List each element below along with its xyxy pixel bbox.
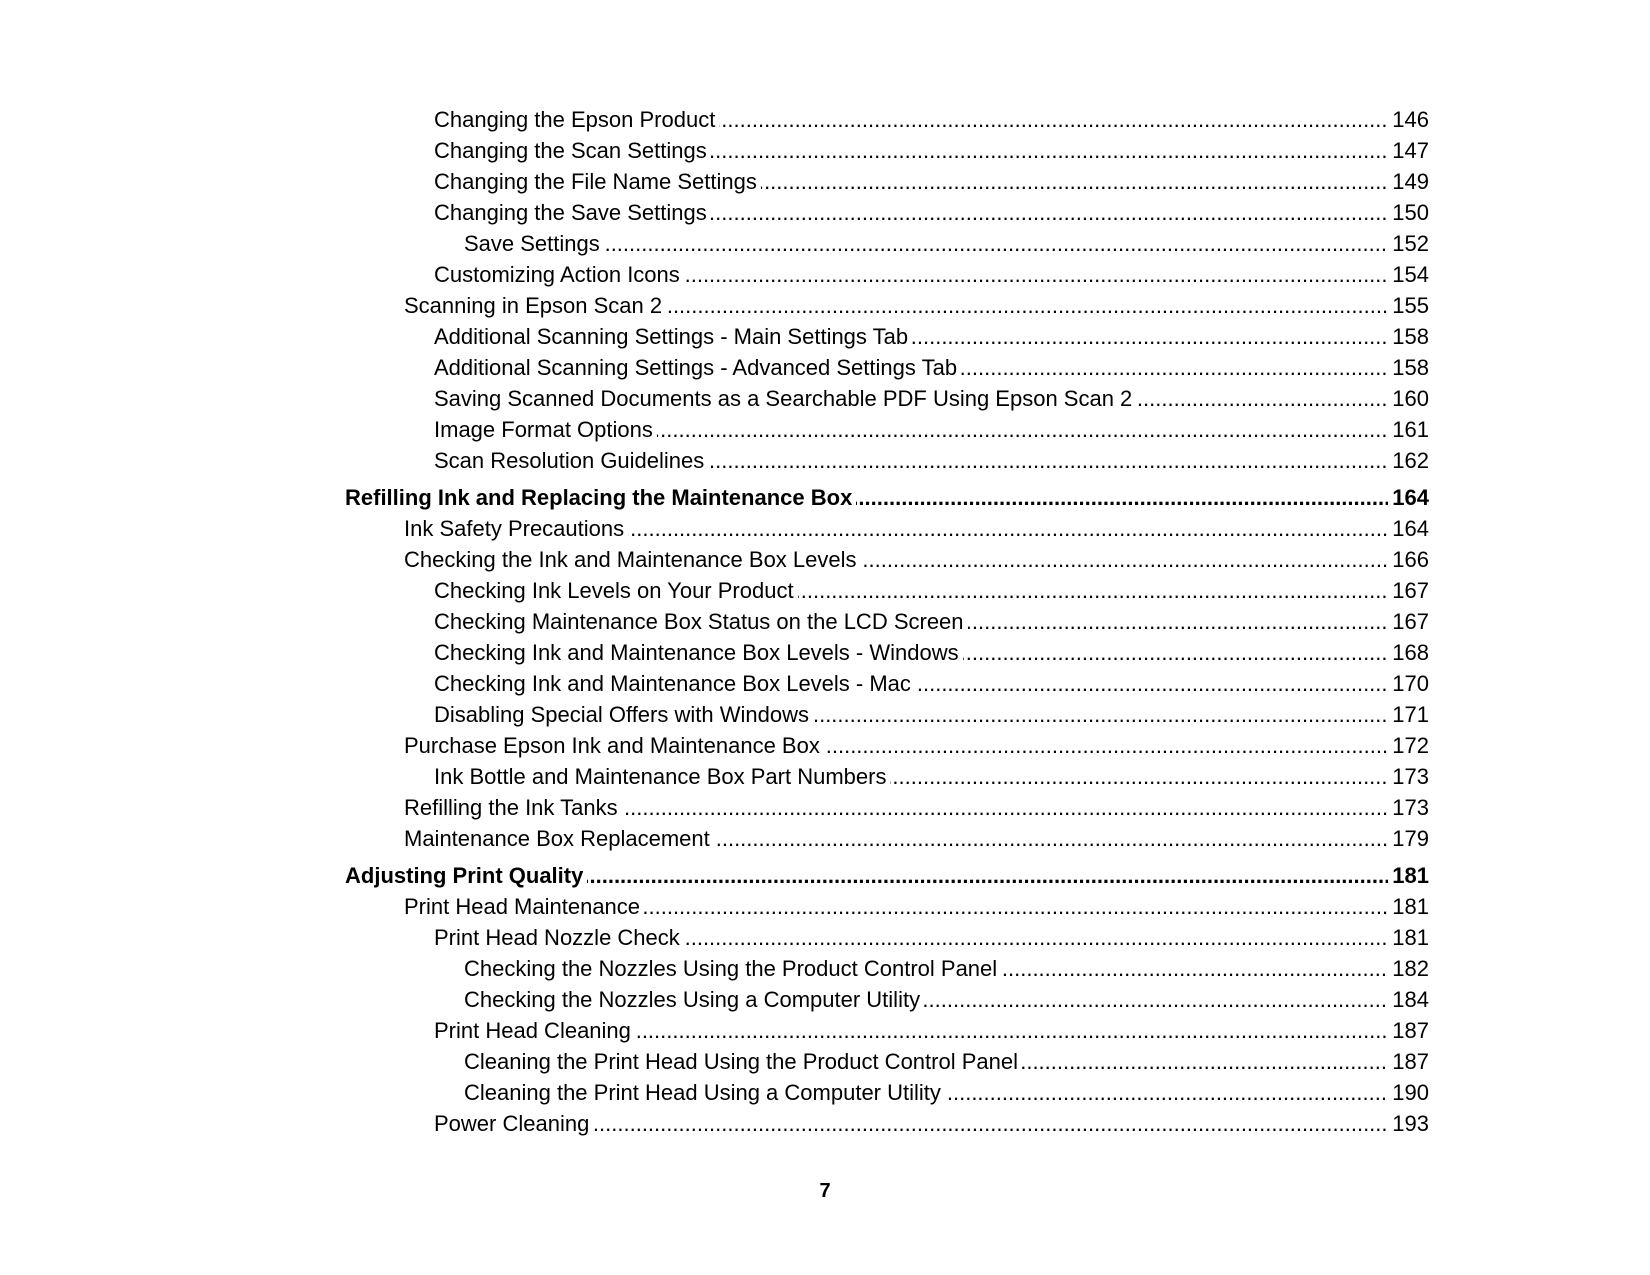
toc-entry[interactable] (0, 761, 1650, 792)
toc-entry-title: Additional Scanning Settings - Main Settings Tab (434, 321, 912, 352)
toc-entry[interactable] (0, 482, 1650, 513)
toc-entry-title: Ink Bottle and Maintenance Box Part Numbers (434, 761, 890, 792)
toc-entry-page: 193 (1392, 1111, 1429, 1136)
toc-entry-page: 184 (1392, 987, 1429, 1012)
toc-entry[interactable] (0, 228, 1650, 259)
toc-entry[interactable] (0, 352, 1650, 383)
toc-entry[interactable] (0, 135, 1650, 166)
toc-entry-page: 166 (1392, 547, 1429, 572)
toc-entry-title: Maintenance Box Replacement (404, 823, 714, 854)
toc-entry-page: 150 (1392, 200, 1429, 225)
toc-entry-title: Refilling Ink and Replacing the Maintenance Box (345, 482, 856, 513)
toc-entry-title: Changing the Epson Product (434, 104, 719, 135)
toc-entry-page: 190 (1392, 1080, 1429, 1105)
toc-entry-title: Scanning in Epson Scan 2 (404, 290, 666, 321)
toc-entry-page: 181 (1392, 863, 1429, 888)
toc-entry-title: Print Head Cleaning (434, 1015, 635, 1046)
toc-entry-page: 181 (1392, 925, 1429, 950)
toc-entry[interactable] (0, 1108, 1650, 1139)
toc-entry-page: 187 (1392, 1018, 1429, 1043)
toc-entry-page: 182 (1392, 956, 1429, 981)
toc-entry[interactable] (0, 730, 1650, 761)
toc-entry-page: 181 (1392, 894, 1429, 919)
toc-entry-page: 154 (1392, 262, 1429, 287)
toc-entry-title: Checking Ink and Maintenance Box Levels - Mac (434, 668, 915, 699)
toc-entry-page: 147 (1392, 138, 1429, 163)
toc-entry[interactable] (0, 699, 1650, 730)
toc-entry[interactable] (0, 259, 1650, 290)
toc-entry-title: Checking Ink Levels on Your Product (434, 575, 798, 606)
toc-entry-page: 167 (1392, 609, 1429, 634)
toc-entry-page: 152 (1392, 231, 1429, 256)
toc-entry[interactable] (0, 104, 1650, 135)
toc-entry-title: Print Head Nozzle Check (434, 922, 684, 953)
toc-entry-page: 164 (1392, 516, 1429, 541)
toc-entry[interactable] (0, 792, 1650, 823)
toc-entry-title: Power Cleaning (434, 1108, 593, 1139)
toc-entry-title: Disabling Special Offers with Windows (434, 699, 813, 730)
toc-entry[interactable] (0, 445, 1650, 476)
toc-entry-page: 168 (1392, 640, 1429, 665)
toc-entry-title: Checking the Nozzles Using a Computer Utility (464, 984, 924, 1015)
toc-entry-title: Scan Resolution Guidelines (434, 445, 708, 476)
toc-entry-title: Purchase Epson Ink and Maintenance Box (404, 730, 824, 761)
toc-entry-title: Checking Ink and Maintenance Box Levels - Windows (434, 637, 963, 668)
toc-entry[interactable] (0, 860, 1650, 891)
toc-entry-title: Checking the Nozzles Using the Product Control Panel (464, 953, 1001, 984)
toc-entry[interactable] (0, 984, 1650, 1015)
toc-entry-title: Checking the Ink and Maintenance Box Levels (404, 544, 861, 575)
toc-entry-page: 170 (1392, 671, 1429, 696)
page-number: 7 (819, 1180, 831, 1202)
toc-entry[interactable] (0, 383, 1650, 414)
toc-entry[interactable] (0, 575, 1650, 606)
toc-entry[interactable] (0, 1015, 1650, 1046)
toc-entry-title: Saving Scanned Documents as a Searchable PDF Using Epson Scan 2 (434, 383, 1136, 414)
toc-entry[interactable] (0, 606, 1650, 637)
toc-entry-title: Cleaning the Print Head Using the Product Control Panel (464, 1046, 1022, 1077)
toc-entry[interactable] (0, 891, 1650, 922)
toc-entry-title: Changing the Scan Settings (434, 135, 711, 166)
toc-entry[interactable] (0, 414, 1650, 445)
toc-entry-title: Changing the File Name Settings (434, 166, 761, 197)
toc-entry[interactable] (0, 513, 1650, 544)
toc-entry-page: 158 (1392, 324, 1429, 349)
toc-entry-title: Additional Scanning Settings - Advanced Settings Tab (434, 352, 961, 383)
toc-entry[interactable] (0, 1046, 1650, 1077)
toc-entry-page: 158 (1392, 355, 1429, 380)
toc-entry-title: Cleaning the Print Head Using a Computer Utility (464, 1077, 945, 1108)
toc-entry-page: 172 (1392, 733, 1429, 758)
toc-entry-page: 167 (1392, 578, 1429, 603)
toc-entry[interactable] (0, 668, 1650, 699)
toc-entry-page: 161 (1392, 417, 1429, 442)
toc-entry[interactable] (0, 290, 1650, 321)
toc-entry[interactable] (0, 1077, 1650, 1108)
toc-entry[interactable] (0, 166, 1650, 197)
toc-entry-page: 187 (1392, 1049, 1429, 1074)
toc-entry-title: Adjusting Print Quality (345, 860, 587, 891)
toc-entry[interactable] (0, 953, 1650, 984)
toc-entry-title: Print Head Maintenance (404, 891, 644, 922)
toc-entry-title: Refilling the Ink Tanks (404, 792, 622, 823)
toc-entry-page: 149 (1392, 169, 1429, 194)
toc-entry-page: 160 (1392, 386, 1429, 411)
toc-entry-title: Checking Maintenance Box Status on the LCD Screen (434, 606, 968, 637)
toc-entry-title: Save Settings (464, 228, 604, 259)
toc-entry-page: 173 (1392, 795, 1429, 820)
table-of-contents (0, 104, 1650, 1139)
toc-entry-title: Image Format Options (434, 414, 657, 445)
toc-entry-page: 179 (1392, 826, 1429, 851)
toc-entry[interactable] (0, 544, 1650, 575)
toc-entry[interactable] (0, 321, 1650, 352)
toc-entry-title: Customizing Action Icons (434, 259, 684, 290)
toc-entry-page: 171 (1392, 702, 1429, 727)
toc-entry[interactable] (0, 922, 1650, 953)
toc-entry-page: 155 (1392, 293, 1429, 318)
toc-entry-title: Ink Safety Precautions (404, 513, 628, 544)
toc-entry[interactable] (0, 637, 1650, 668)
toc-entry[interactable] (0, 823, 1650, 854)
toc-entry-page: 164 (1392, 485, 1429, 510)
toc-entry-title: Changing the Save Settings (434, 197, 711, 228)
toc-entry-page: 146 (1392, 107, 1429, 132)
toc-entry[interactable] (0, 197, 1650, 228)
toc-entry-page: 173 (1392, 764, 1429, 789)
toc-entry-page: 162 (1392, 448, 1429, 473)
